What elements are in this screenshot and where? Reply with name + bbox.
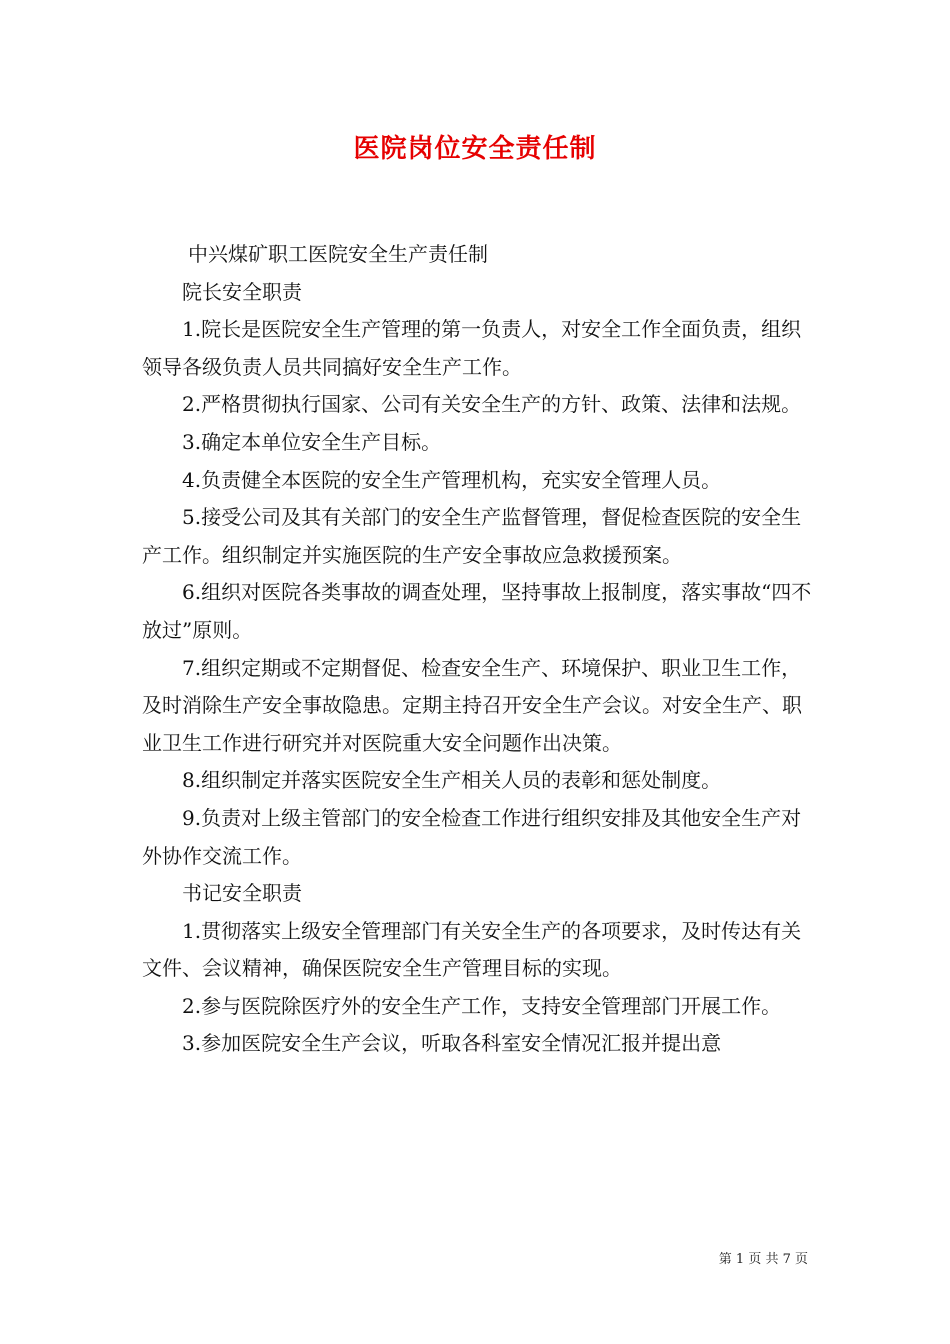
paragraph: 1.院长是医院安全生产管理的第一负责人，对安全工作全面负责，组织领导各级负责人员共同搞好安全生产工作。	[142, 317, 802, 379]
paragraph: 1.贯彻落实上级安全管理部门有关安全生产的各项要求，及时传达有关文件、会议精神，确保医院安全生产管理目标的实现。	[142, 918, 802, 981]
page-title: 医院岗位安全责任制	[353, 134, 597, 164]
paragraph: 2.参与医院除医疗外的安全生产工作，支持安全管理部门开展工作。	[182, 993, 782, 1018]
page-number: 第 1 页 共 7 页	[718, 1252, 808, 1267]
paragraph-section-heading: 院长安全职责	[182, 279, 302, 304]
paragraph: 8.组织制定并落实医院安全生产相关人员的表彰和惩处制度。	[182, 768, 722, 793]
paragraph: 3.参加医院安全生产会议，听取各科室安全情况汇报并提出意	[182, 1031, 722, 1056]
paragraph: 7.组织定期或不定期督促、检查安全生产、环境保护、职业卫生工作，及时消除生产安全事故隐患。定期主持召开安全生产会议。对安全生产、职业卫生工作进行研究并对医院重大安全问题作出决策。	[142, 655, 802, 755]
paragraph: 4.负责健全本医院的安全生产管理机构，充实安全管理人员。	[182, 467, 722, 492]
paragraph: 6.组织对医院各类事故的调查处理，坚持事故上报制度，落实事故“四不放过”原则。	[142, 580, 812, 642]
paragraph: 5.接受公司及其有关部门的安全生产监督管理，督促检查医院的安全生产工作。组织制定并实施医院的生产安全事故应急救援预案。	[142, 505, 802, 567]
paragraph: 9.负责对上级主管部门的安全检查工作进行组织安排及其他安全生产对外协作交流工作。	[142, 805, 802, 868]
paragraph: 3.确定本单位安全生产目标。	[182, 429, 442, 454]
paragraph-section-heading: 书记安全职责	[182, 881, 302, 906]
paragraph: 2.严格贯彻执行国家、公司有关安全生产的方针、政策、法律和法规。	[182, 392, 802, 417]
paragraph-subtitle: 中兴煤矿职工医院安全生产责任制	[188, 242, 488, 266]
document-body	[142, 236, 812, 1063]
